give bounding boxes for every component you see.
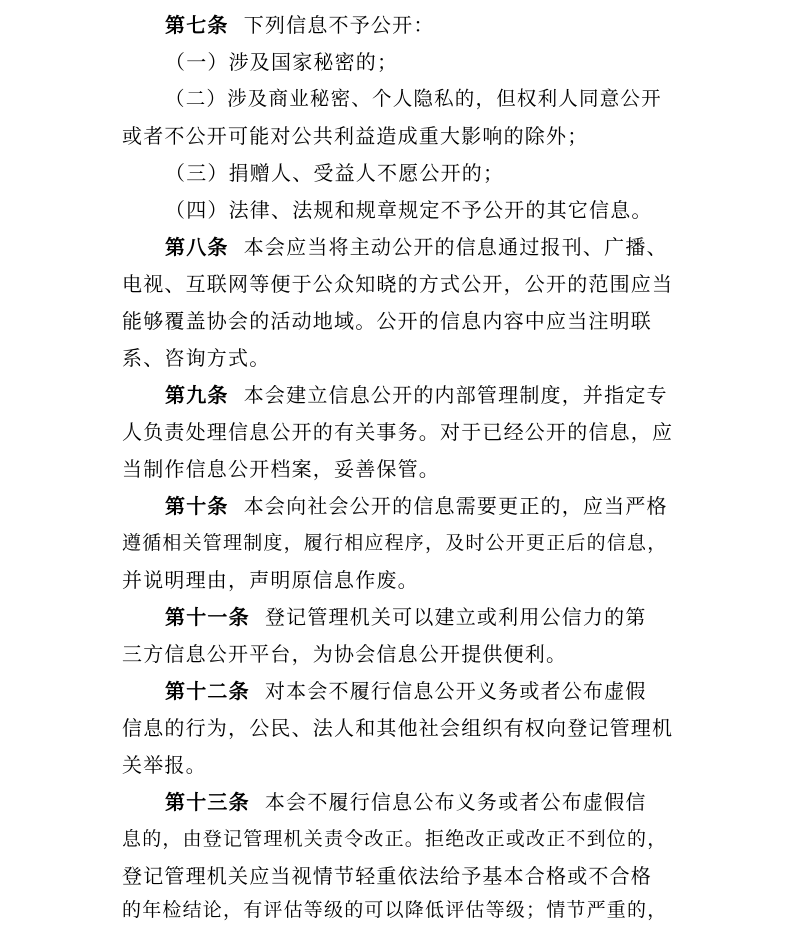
line-text: 能够覆盖协会的活动地域。公开的信息内容中应当注明联 — [122, 309, 652, 333]
text-line — [122, 417, 673, 447]
line-text: 登记管理机关可以建立或利用公信力的第 — [249, 605, 647, 629]
article-label: 第十三条 — [165, 790, 250, 814]
line-text: （一）涉及国家秘密的； — [165, 50, 399, 74]
line-text: 本会应当将主动公开的信息通过报刊、广播、 — [228, 235, 668, 259]
line-text: 本会向社会公开的信息需要更正的，应当严格 — [228, 494, 668, 518]
text-line — [122, 824, 667, 854]
text-line — [165, 676, 647, 706]
line-text: 遵循相关管理制度，履行相应程序，及时公开更正后的信息， — [122, 532, 668, 554]
text-line — [122, 454, 440, 484]
line-text: 息的，由登记管理机关责令改正。拒绝改正或改正不到位的， — [122, 828, 668, 850]
line-text: 系、咨询方式。 — [122, 346, 271, 370]
text-line — [122, 895, 667, 925]
text-line — [122, 861, 652, 891]
line-text: 对本会不履行信息公开义务或者公布虚假 — [249, 679, 647, 703]
article-label: 第九条 — [165, 383, 229, 407]
line-text: 的年检结论，有评估等级的可以降低评估等级；情节严重的， — [122, 899, 668, 921]
line-text: 登记管理机关应当视情节轻重依法给予基本合格或不合格 — [122, 864, 652, 888]
line-text: 或者不公开可能对公共利益造成重大影响的除外； — [122, 124, 589, 148]
line-text: 本会建立信息公开的内部管理制度，并指定专 — [228, 383, 668, 407]
line-text: （二）涉及商业秘密、个人隐私的，但权利人同意公开 — [165, 87, 662, 110]
article-label: 第八条 — [165, 235, 229, 259]
article-label: 第十条 — [165, 494, 229, 518]
text-line — [165, 787, 647, 817]
text-line — [122, 750, 207, 780]
line-text: （三）捐赠人、受益人不愿公开的； — [165, 161, 505, 185]
text-line — [122, 639, 567, 669]
text-line — [165, 195, 653, 225]
line-text: 关举报。 — [122, 753, 207, 777]
article-label: 第七条 — [165, 13, 229, 37]
line-text: 人负责处理信息公开的有关事务。对于已经公开的信息，应 — [122, 420, 674, 444]
line-text: 当制作信息公开档案，妥善保管。 — [122, 457, 440, 481]
line-text: 信息的行为，公民、法人和其他社会组织有权向登记管理机 — [122, 716, 674, 740]
text-line — [122, 528, 667, 558]
text-line — [165, 602, 647, 632]
line-text: （四）法律、法规和规章规定不予公开的其它信息。 — [165, 198, 653, 222]
text-line — [165, 380, 668, 410]
article-label: 第十二条 — [165, 679, 250, 703]
text-line — [122, 713, 673, 743]
text-line — [165, 47, 398, 77]
line-text: 电视、互联网等便于公众知晓的方式公开，公开的范围应当 — [122, 272, 674, 296]
text-line — [122, 121, 588, 151]
line-text: 下列信息不予公开： — [228, 13, 435, 37]
text-line — [165, 84, 662, 114]
line-text: 本会不履行信息公布义务或者公布虚假信 — [249, 790, 647, 814]
text-line — [122, 306, 652, 336]
text-line — [165, 491, 668, 521]
line-text: 三方信息公开平台，为协会信息公开提供便利。 — [122, 642, 568, 666]
text-line — [165, 158, 504, 188]
text-line — [165, 232, 668, 262]
text-line — [122, 565, 419, 595]
text-line — [165, 10, 435, 40]
article-label: 第十一条 — [165, 605, 250, 629]
text-line — [122, 343, 270, 373]
line-text: 并说明理由，声明原信息作废。 — [122, 568, 419, 592]
text-line — [122, 269, 673, 299]
